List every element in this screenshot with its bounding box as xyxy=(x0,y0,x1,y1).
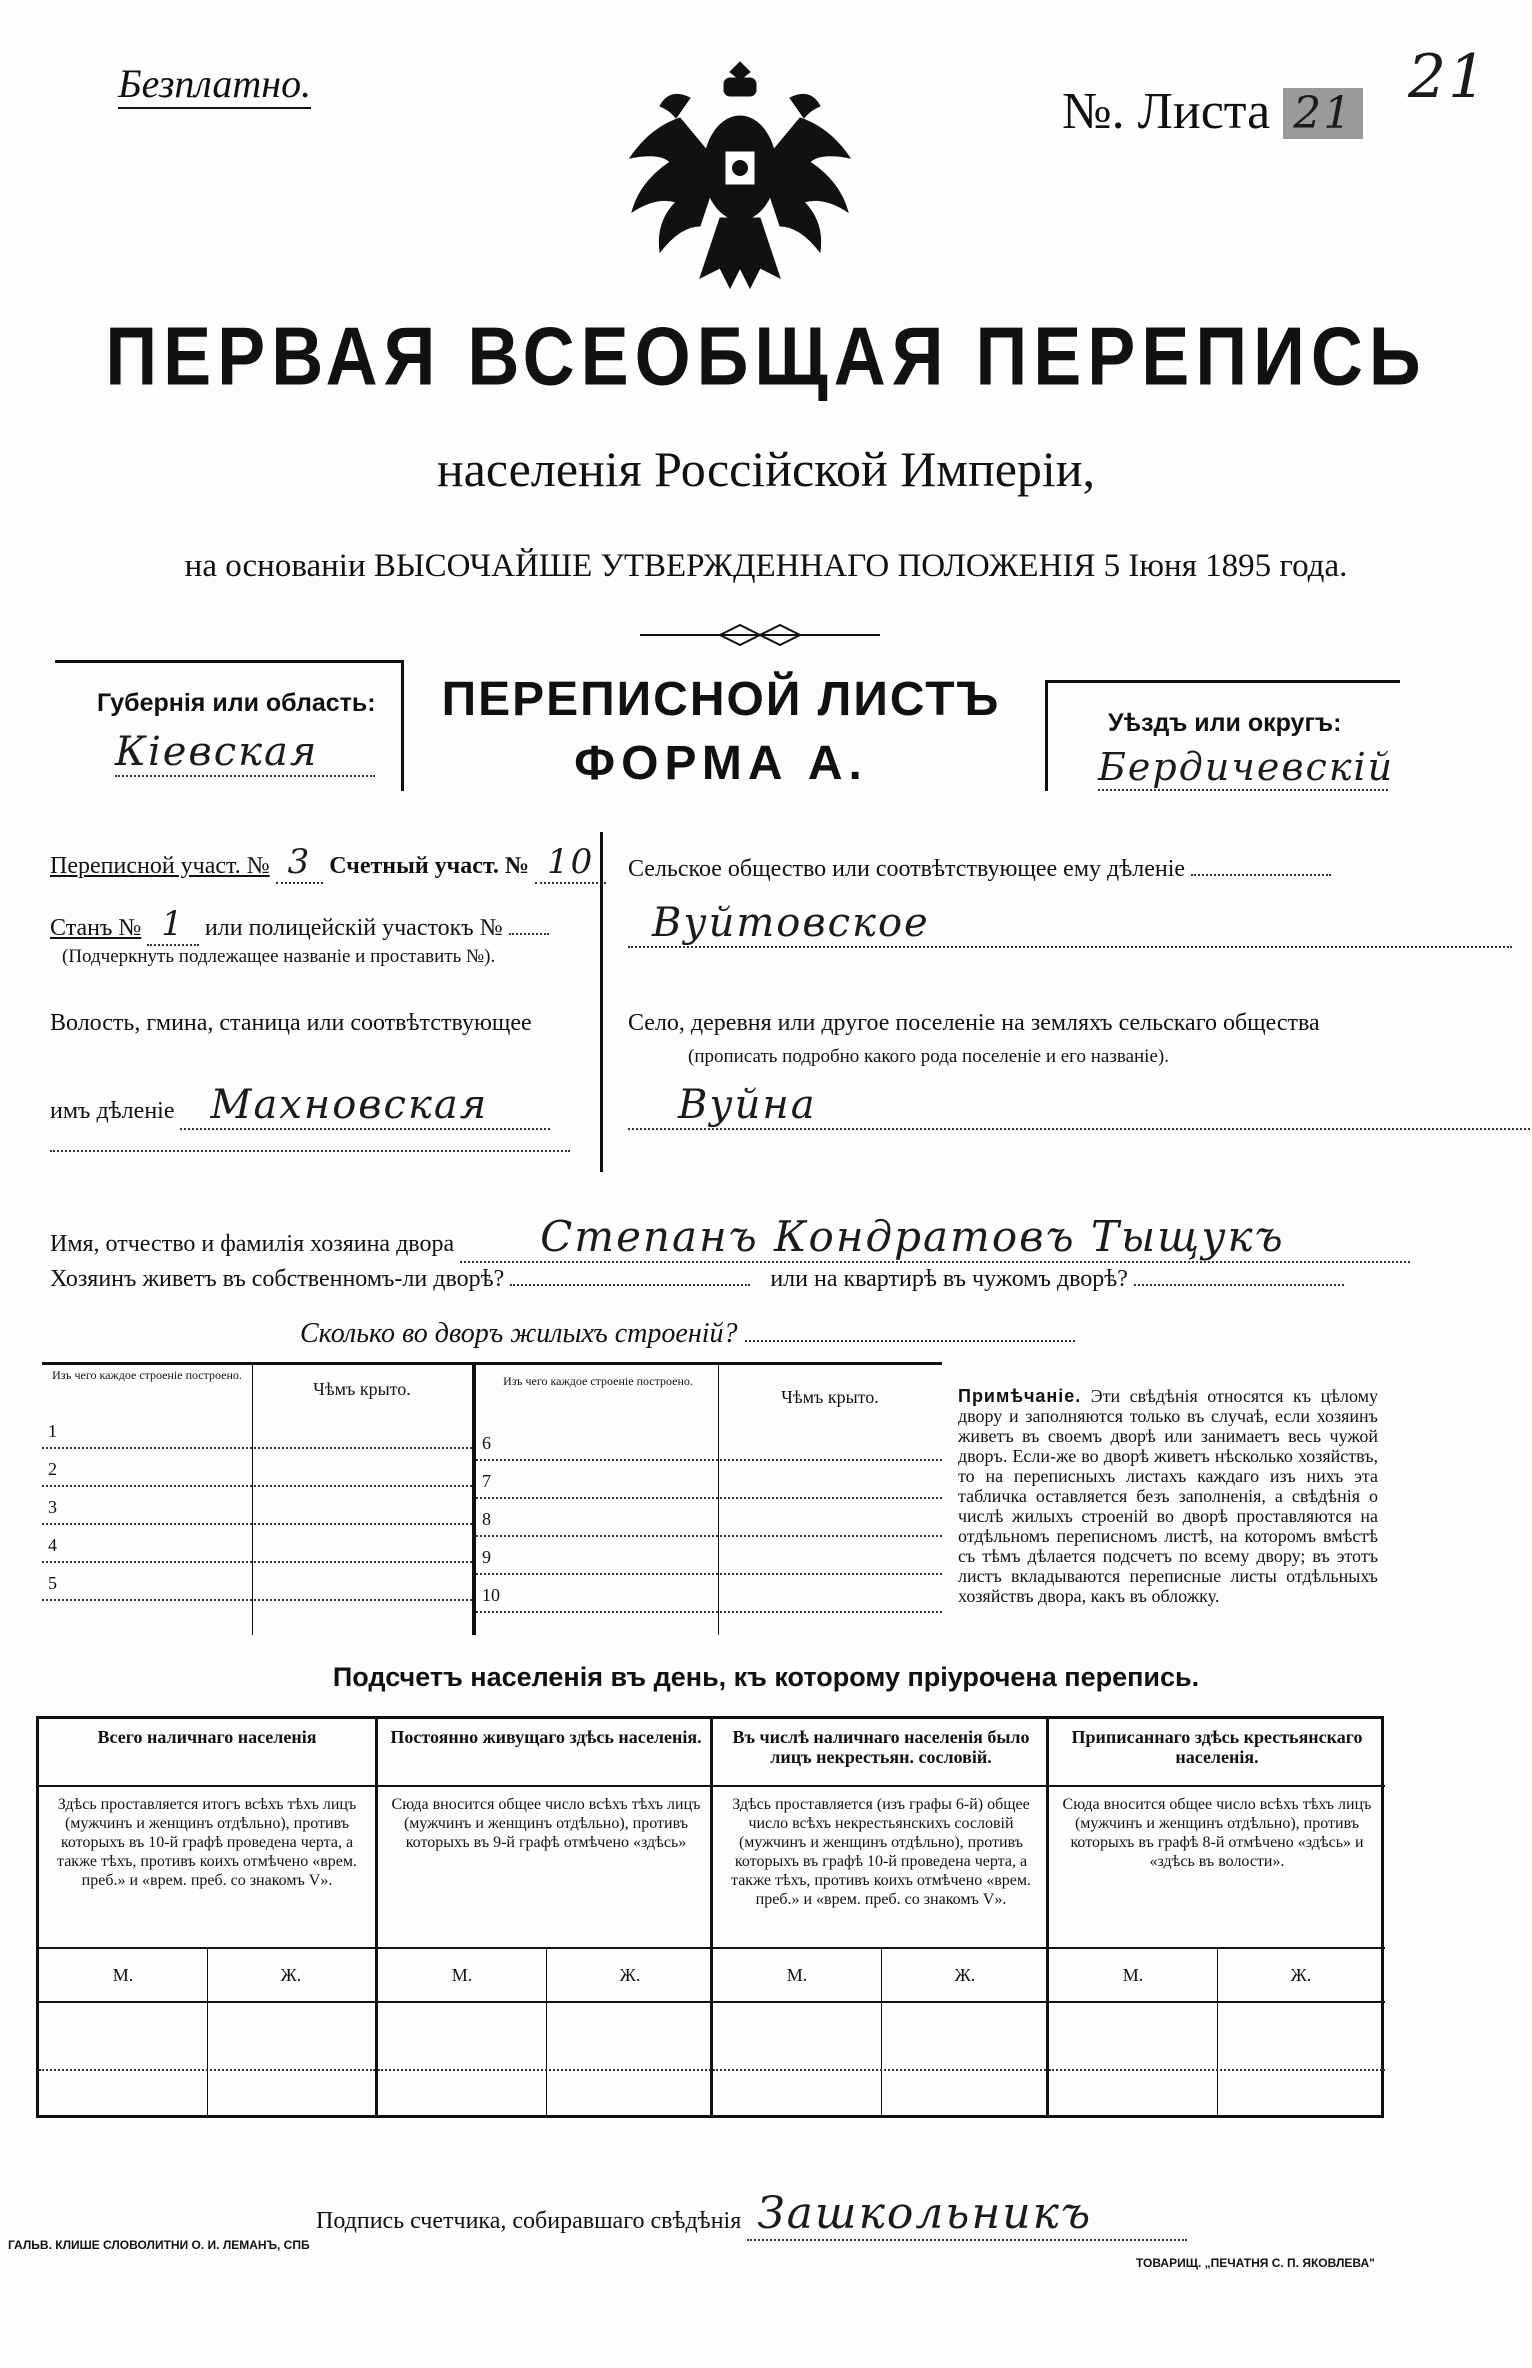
police-blank xyxy=(509,933,549,935)
buildings-question-text: Сколько во дворъ жилыхъ строеній? xyxy=(300,1318,738,1349)
count-gender-divider xyxy=(881,1947,882,2115)
uezd-box xyxy=(1045,680,1400,791)
volost-value: Махновская xyxy=(180,1082,550,1130)
owner-residence-row xyxy=(50,1266,1344,1293)
volost-label: Волость, гмина, станица или соотвѣтствующее xyxy=(50,1010,532,1036)
buildings-row xyxy=(476,1535,942,1575)
stan-note: (Подчеркнуть подлежащее названіе и проставить №). xyxy=(62,946,496,967)
owner-own-label: Хозяинъ живетъ въ собственномъ-ли дворѣ? xyxy=(50,1266,505,1292)
count-label-separator xyxy=(39,2001,375,2003)
selo-label: Село, деревня или другое поселеніе на земляхъ сельскаго общества xyxy=(628,1010,1320,1036)
buildings-col-material-left: Изъ чего каждое строеніе построено. xyxy=(52,1368,242,1382)
count-label-separator xyxy=(378,2001,714,2003)
buildings-row xyxy=(42,1485,472,1525)
owner-name-row xyxy=(50,1212,1410,1263)
buildings-row xyxy=(476,1573,942,1613)
count-head-separator xyxy=(713,1785,1049,1787)
free-label: Безплатно. xyxy=(118,60,311,109)
buildings-row-number: 8 xyxy=(482,1509,491,1529)
count-female-label: Ж. xyxy=(954,1965,976,1985)
count-male-label: М. xyxy=(451,1965,473,1985)
count-table xyxy=(36,1716,1384,2118)
count-female-label: Ж. xyxy=(619,1965,641,1985)
uezd-value: Бердичевскій xyxy=(1098,745,1395,789)
count-gender-divider xyxy=(1217,1947,1218,2115)
buildings-row-number: 6 xyxy=(482,1433,491,1453)
buildings-row-number: 2 xyxy=(48,1459,57,1479)
volost-row xyxy=(50,1082,550,1130)
count-gender-divider xyxy=(207,1947,208,2115)
owner-rent-label: или на квартирѣ въ чужомъ дворѣ? xyxy=(770,1266,1128,1292)
owner-rent-blank xyxy=(1134,1284,1344,1286)
count-value-dotted-line xyxy=(378,2069,714,2071)
obshchestvo-value: Вуйтовское xyxy=(628,900,1512,948)
count-gender-divider xyxy=(546,1947,547,2115)
form-type-title: ФОРМА А. xyxy=(574,737,868,790)
obshchestvo-blank xyxy=(1191,874,1331,876)
form-subtitle: населенія Россійской Имперіи, xyxy=(436,441,1096,497)
footer-right-imprint: ТОВАРИЩ. „ПЕЧАТНЯ С. П. ЯКОВЛЕВА" xyxy=(1136,2256,1375,2270)
count-column xyxy=(1046,1719,1385,2115)
buildings-row-number: 9 xyxy=(482,1547,491,1567)
buildings-blank xyxy=(745,1340,1075,1342)
imperial-eagle-emblem xyxy=(620,58,860,298)
buildings-col-material-right: Изъ чего каждое строеніе построено. xyxy=(503,1374,693,1388)
count-column-head: Приписаннаго здѣсь крестьянскаго населенія. xyxy=(1071,1727,1363,1767)
count-label-separator xyxy=(1049,2001,1385,2003)
note-head: Примѣчаніе. xyxy=(958,1386,1082,1406)
buildings-row xyxy=(42,1447,472,1487)
guberniya-label: Губернія или область: xyxy=(97,689,376,717)
ornament-divider xyxy=(640,622,880,648)
signature-row xyxy=(316,2188,1187,2241)
count-column xyxy=(710,1719,1049,2115)
sheet-number-value: 21 xyxy=(1283,88,1363,139)
stan-label: Станъ № xyxy=(50,915,142,941)
note-block xyxy=(958,1386,1378,1606)
form-basis-text: на основаніи ВЫСОЧАЙШЕ УТВЕРЖДЕННАГО ПОЛОЖЕНІЯ 5 Іюня 1895 года. xyxy=(184,548,1348,584)
count-female-label: Ж. xyxy=(1290,1965,1312,1985)
form-main-title: ПЕРВАЯ ВСЕОБЩАЯ ПЕРЕПИСЬ xyxy=(105,311,1427,403)
count-column xyxy=(375,1719,714,2115)
form-sheet-title: ПЕРЕПИСНОЙ ЛИСТЪ xyxy=(441,673,1001,726)
stan-value: 1 xyxy=(147,904,199,946)
guberniya-value: Кіевская xyxy=(115,729,375,777)
buildings-row xyxy=(42,1561,472,1601)
buildings-question xyxy=(300,1318,1075,1350)
count-column-desc: Здѣсь проставляется итогъ всѣхъ тѣхъ лицъ (мужчинъ и женщинъ отдѣльно), противъ которыхъ въ 10-й графѣ проведена черта, а также тѣхъ, противъ коихъ отмѣчено «врем. преб.» и «врем. преб. со знакомъ V». xyxy=(57,1796,357,1889)
count-head-separator xyxy=(1049,1785,1385,1787)
schetny-value: 10 xyxy=(535,842,606,884)
sheet-number-block xyxy=(1062,82,1363,141)
count-column-head: Въ числѣ наличнаго населенія было лицъ некрестьян. сословій. xyxy=(732,1727,1030,1767)
count-male-label: М. xyxy=(786,1965,808,1985)
count-head-separator xyxy=(378,1785,714,1787)
count-column xyxy=(39,1719,375,2115)
stan-row xyxy=(50,904,549,944)
buildings-row xyxy=(476,1421,942,1461)
perepisnoy-value: 3 xyxy=(276,842,324,884)
volost-blank-line xyxy=(50,1150,570,1152)
perepisnoy-label: Переписной участ. № xyxy=(50,853,270,879)
buildings-col-roof-left: Чѣмъ крыто. xyxy=(313,1379,411,1399)
schetny-label: Счетный участ. № xyxy=(329,853,529,879)
buildings-row xyxy=(42,1409,472,1449)
margin-number: 21 xyxy=(1408,42,1489,112)
count-value-dotted-line xyxy=(1049,2069,1385,2071)
count-column-desc: Сюда вносится общее число всѣхъ тѣхъ лицъ (мужчинъ и женщинъ отдѣльно), противъ которыхъ въ 9-й графѣ отмѣчено «здѣсь» xyxy=(391,1796,701,1851)
buildings-row xyxy=(476,1459,942,1499)
count-male-label: М. xyxy=(1122,1965,1144,1985)
selo-value: Вуйна xyxy=(628,1082,1532,1130)
sheet-number-label: №. Листа xyxy=(1062,83,1271,140)
buildings-row-number: 7 xyxy=(482,1471,491,1491)
count-value-dotted-line xyxy=(713,2069,1049,2071)
buildings-row-number: 1 xyxy=(48,1421,57,1441)
count-column-head: Постоянно живущаго здѣсь населенія. xyxy=(390,1727,702,1747)
owner-name-label: Имя, отчество и фамилія хозяина двора xyxy=(50,1231,455,1257)
obshchestvo-label-text: Сельское общество или соотвѣтствующее ему дѣленіе xyxy=(628,856,1186,882)
owner-own-blank xyxy=(510,1284,750,1286)
guberniya-box xyxy=(55,660,404,791)
buildings-row-number: 10 xyxy=(482,1585,500,1605)
count-column-desc: Здѣсь проставляется (изъ графы 6-й) общее число всѣхъ некрестьянскихъ сословій (мужчинъ и женщинъ отдѣльно), противъ которыхъ въ графѣ 10-й проведена черта, а также тѣхъ, противъ коихъ отмѣчено «врем. преб.» и «врем. преб. со знакомъ V». xyxy=(731,1796,1031,1908)
buildings-row xyxy=(476,1497,942,1537)
buildings-table xyxy=(42,1362,942,1635)
count-column-head: Всего наличнаго населенія xyxy=(97,1727,317,1747)
selo-note: (прописать подробно какого рода поселеніе и его названіе). xyxy=(688,1046,1169,1067)
volost-label-2: имъ дѣленіе xyxy=(50,1098,175,1124)
count-head-separator xyxy=(39,1785,375,1787)
signature-label: Подпись счетчика, собиравшаго свѣдѣнія xyxy=(316,2208,742,2234)
owner-name-value: Степанъ Кондратовъ Тыщукъ xyxy=(460,1212,1410,1263)
footer-left-imprint: ГАЛЬВ. КЛИШЕ СЛОВОЛИТНИ О. И. ЛЕМАНЪ, СПБ xyxy=(8,2238,310,2252)
count-female-label: Ж. xyxy=(280,1965,302,1985)
count-column-desc: Сюда вносится общее число всѣхъ тѣхъ лицъ (мужчинъ и женщинъ отдѣльно), противъ которыхъ въ графѣ 8-й отмѣчено «здѣсь» и «здѣсь въ волости». xyxy=(1062,1796,1372,1870)
column-divider xyxy=(600,832,603,1172)
police-label: или полицейскій участокъ № xyxy=(204,915,503,941)
buildings-row xyxy=(42,1523,472,1563)
signature-value: Зашкольникъ xyxy=(747,2188,1187,2241)
count-title: Подсчетъ населенія въ день, къ которому пріурочена перепись. xyxy=(332,1662,1200,1692)
buildings-row-number: 4 xyxy=(48,1535,57,1555)
count-male-label: М. xyxy=(112,1965,134,1985)
buildings-row-number: 5 xyxy=(48,1573,57,1593)
buildings-row-number: 3 xyxy=(48,1497,57,1517)
buildings-col-roof-right: Чѣмъ крыто. xyxy=(781,1387,879,1407)
uezd-label: Уѣздъ или округъ: xyxy=(1108,709,1342,737)
obshchestvo-label xyxy=(628,856,1488,883)
count-label-separator xyxy=(713,2001,1049,2003)
count-value-dotted-line xyxy=(39,2069,375,2071)
note-text: Эти свѣдѣнія относятся къ цѣлому двору и заполняются только въ случаѣ, если хозяинъ живетъ въ своемъ дворѣ или занимаетъ весь чужой дворъ. Если-же во дворѣ живетъ нѣсколько хозяйствъ, то на переписныхъ листахъ каждаго изъ нихъ эта табличка оставляется безъ заполненія, а свѣдѣнія о числѣ жилыхъ строеній во дворѣ проставляются на отдѣльномъ переписномъ листѣ, на которомъ вмѣстѣ съ тѣмъ дѣлается подсчетъ по всему двору; въ этотъ листъ вкладываются переписные листы отдѣльныхъ хозяйствъ двора, какъ въ обложку. xyxy=(958,1386,1379,1606)
perepisnoy-row xyxy=(50,842,606,882)
